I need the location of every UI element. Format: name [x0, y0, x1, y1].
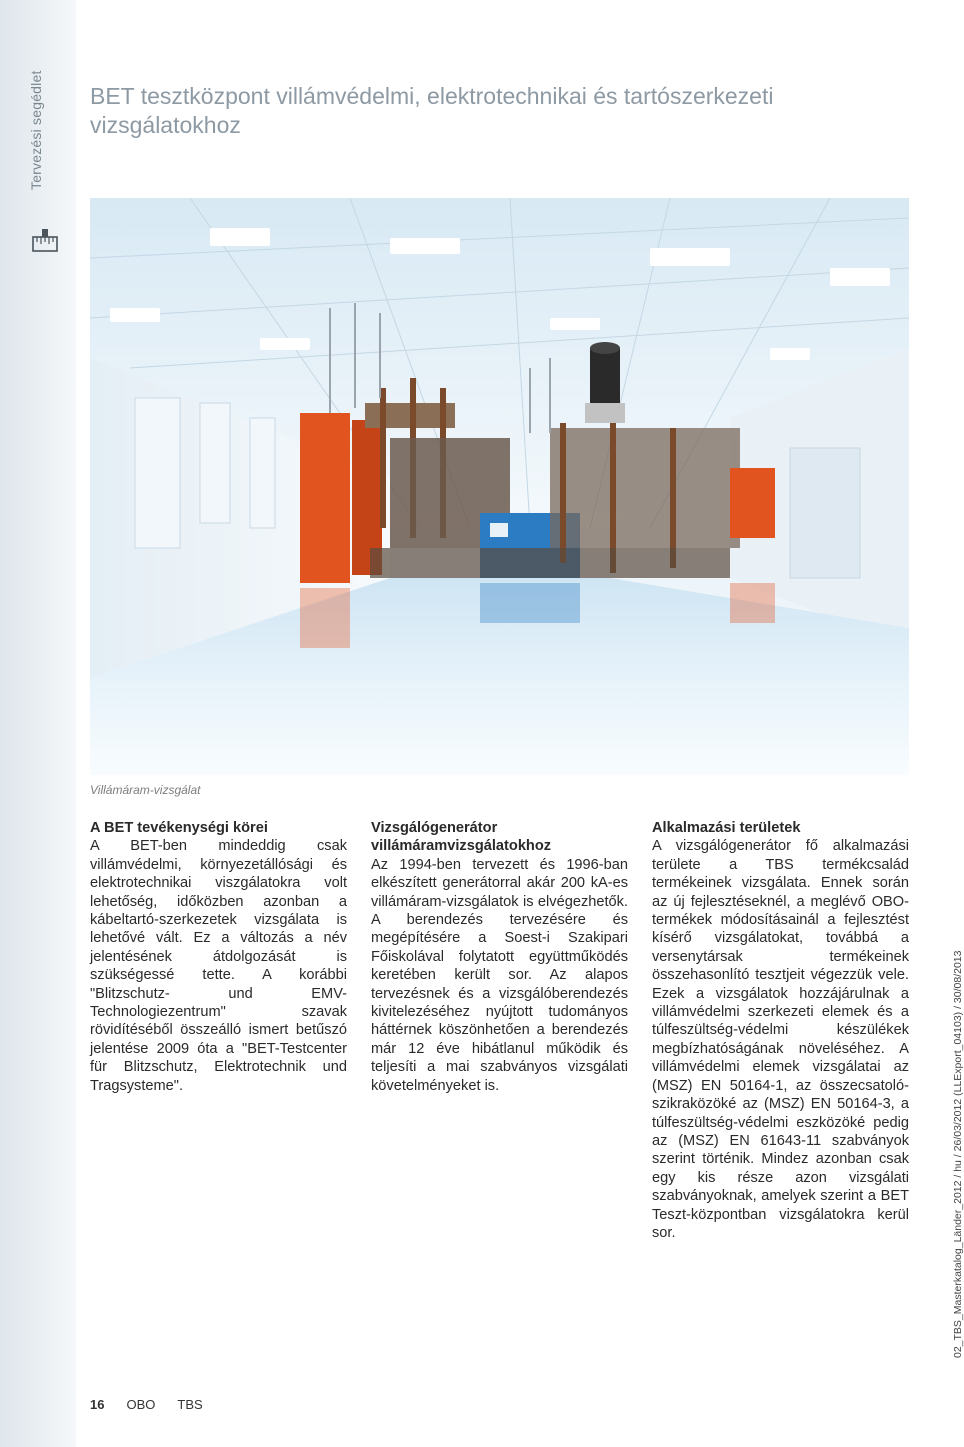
photo-caption: Villámáram-vizsgálat — [90, 783, 201, 797]
sidebar — [0, 0, 76, 1447]
section-heading: Vizsgálógenerátor villámáramvizsgálatokhoz — [371, 820, 552, 855]
section-body: A BET-ben mindeddig csak villámvédelmi, környezetállósági és elektrotechnikai viszgálatokra volt lehetőség, időközben azonban a kábeltartó-szerkezetek vizsgálata is lehetővé vált. Ez a változás a név jelentésének átdolgozását is szükségessé tette. A korábbi "Blitzschutz- und EMV-Technologiezentrum" szavak rövidítéséből összeálló ismert betűszó jelentése 2009 óta a "BET-Testcenter für Blitzschutz, Elektrotechnik und Tragsysteme". — [90, 838, 347, 1094]
lightning-test-lab-image — [90, 198, 909, 775]
footer-brand: OBO — [126, 1397, 156, 1412]
lab-photo — [90, 198, 909, 775]
section-heading: A BET tevékenységi körei — [90, 820, 268, 836]
sidebar-label: Tervezési segédlet — [28, 70, 44, 190]
page-number: 16 — [90, 1397, 105, 1412]
section-body: Az 1994-ben tervezett és 1996-ban elkészített generátorral akár 200 kA-es villámáram-vizsgálatok is elvégezhetők. A berendezés tervezésére és megépítésére a Soest-i Szakipari Főiskolával folytatott együttműködés keretében került sor. Az alapos tervezésnek és a vizsgálóberendezés kivitelezéséhez nyújtott tudományos háttérnek köszönhetően a berendezés már 12 éve hibátlanul működik és teljesíti a mai szabványos vizsgálati követelményeket is. — [371, 856, 628, 1094]
ruler-pencil-icon — [31, 228, 59, 254]
column-test-generator — [371, 819, 628, 1095]
document-code: 02_TBS_Masterkatalog_Länder_2012 / hu / 26/03/2012 (LLExport_04103) / 30/08/2013 — [952, 950, 964, 1358]
page-title — [90, 82, 920, 140]
column-application-areas — [652, 819, 909, 1242]
page-footer — [90, 1397, 203, 1412]
section-body: A vizsgálógenerátor fő alkalmazási területe a TBS termékcsalád termékeinek vizsgálata. Ennek során az új fejlesztéseknél, a meglévő OBO-termékek módosításainál a fejlesztést kísérő vizsgálatokat, továbbá a versenytársak termékeinek összehasonlító tesztjeit végezzük vele. Ezek a vizsgálatok hozzájárulnak a villámvédelmi szerkezeti elemek és a túlfeszültség-védelmi készülékek megbízhatóságának növeléséhez. A villámvédelmi elemek vizsgálatai az (MSZ) EN 50164-1, az összecsatoló-szikraközöké az (MSZ) EN 50164-3, a túlfeszültség-védelmi eszközöké pedig az (MSZ) EN 61643-11 szabványok szerint történik. Mindez azonban csak egy kis része azon vizsgálati szabványoknak, amelyek szerint a BET Teszt-központban vizsgálatokra kerül sor. — [652, 838, 909, 1241]
page-title-line-1: BET tesztközpont villámvédelmi, elektrotechnikai és tartószerkezeti — [90, 83, 774, 109]
footer-product-line: TBS — [177, 1397, 203, 1412]
section-heading: Alkalmazási területek — [652, 820, 801, 836]
column-bet-activities — [90, 819, 347, 1095]
page-title-line-2: vizsgálatokhoz — [90, 112, 241, 138]
